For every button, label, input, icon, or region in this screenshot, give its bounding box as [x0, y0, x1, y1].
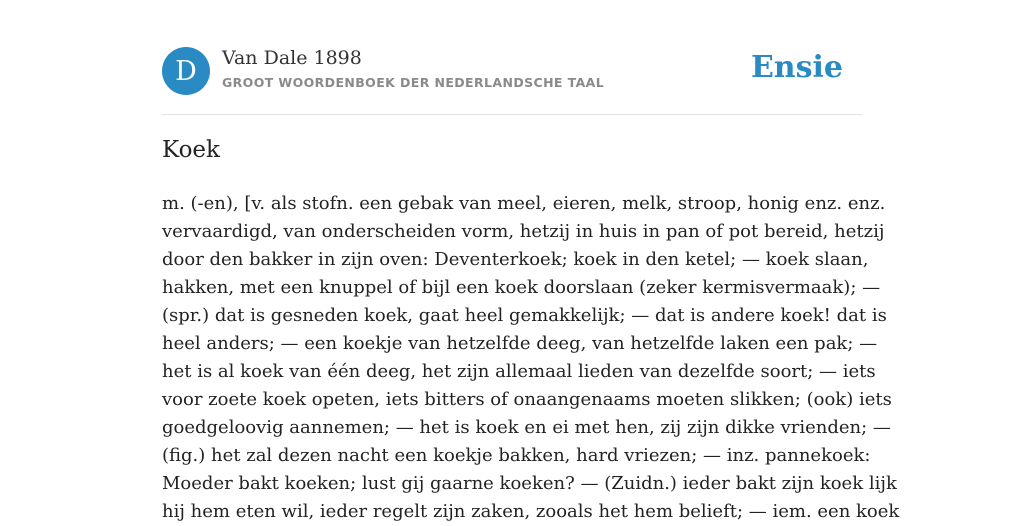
definition-line: hakken, met een knuppel of bijl een koek doorslaan (zeker kermisvermaak); — [162, 277, 881, 298]
dictionary-logo-icon[interactable] [162, 47, 210, 95]
definition-line: Moeder bakt koeken; lust gij gaarne koeken? — (Zuidn.) ieder bakt zijn koek lijk [162, 473, 897, 494]
dictionary-subtitle: GROOT WOORDENBOEK DER NEDERLANDSCHE TAAL [222, 75, 605, 90]
definition-line: het is al koek van één deeg, het zijn allemaal lieden van dezelfde soort; — iets [162, 361, 876, 382]
definition-line: (fig.) het zal dezen nacht een koekje bakken, hard vriezen; — inz. pannekoek: [162, 445, 871, 466]
definition-line: voor zoete koek opeten, iets bitters of onaangenaams moeten slikken; (ook) iets [162, 389, 892, 410]
definition-line: heel anders; — een koekje van hetzelfde deeg, van hetzelfde laken een pak; — [162, 333, 878, 354]
dictionary-title[interactable]: Van Dale 1898 [222, 47, 362, 69]
entry-headword: Koek [162, 137, 220, 163]
definition-line: goedgeloovig aannemen; — het is koek en ei met hen, zij zijn dikke vrienden; — [162, 417, 891, 438]
definition-line: (spr.) dat is gesneden koek, gaat heel gemakkelijk; — dat is andere koek! dat is [162, 305, 887, 326]
ensie-brand-link[interactable]: Ensie [750, 50, 843, 85]
logo-letter: D [175, 55, 197, 87]
entry-definition [162, 190, 900, 526]
definition-line: m. (-en), [v. als stofn. een gebak van meel, eieren, melk, stroop, honig enz. enz. [162, 193, 886, 214]
definition-line: hij hem eten wil, ieder regelt zijn zaken, zooals het hem belieft; — iem. een koek [162, 501, 900, 522]
definition-line: door den bakker in zijn oven: Deventerkoek; koek in den ketel; — koek slaan, [162, 249, 869, 270]
definition-line: vervaardigd, van onderscheiden vorm, hetzij in huis in pan of pot bereid, hetzij [162, 221, 885, 242]
site-header [162, 44, 862, 115]
